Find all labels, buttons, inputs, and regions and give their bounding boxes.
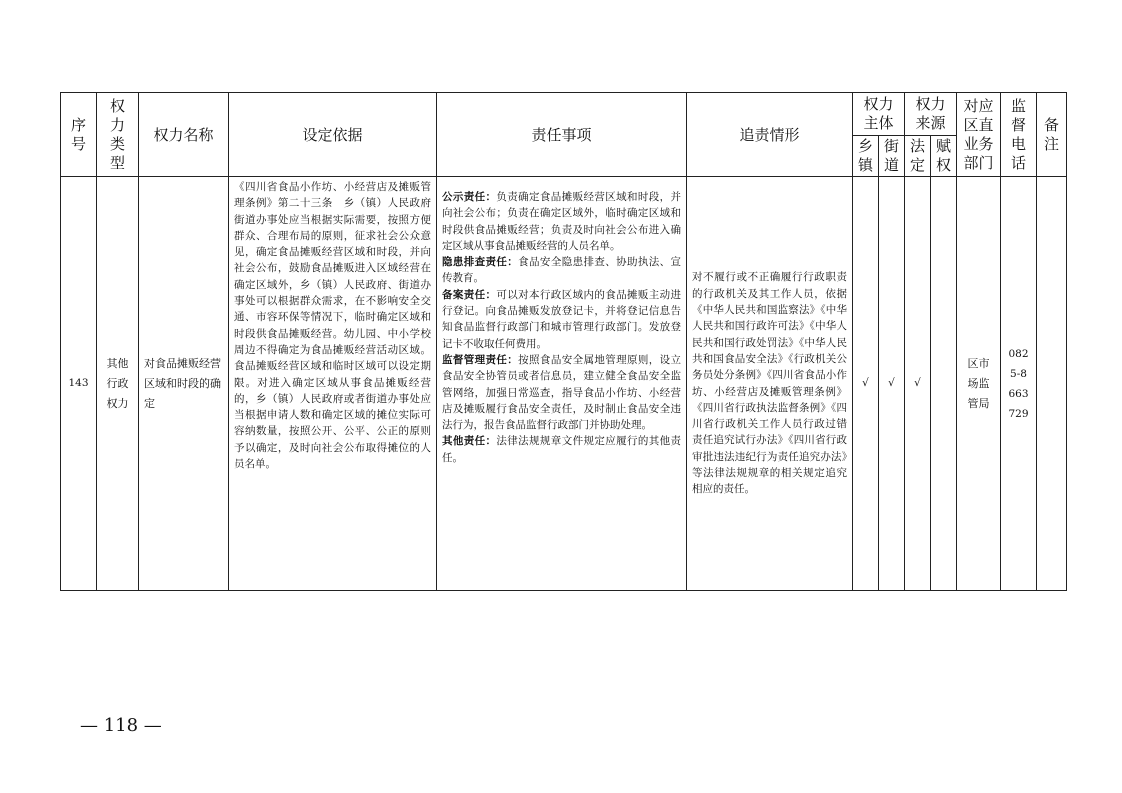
header-name: 权力名称 (139, 93, 229, 177)
header-source: 权力来源 (905, 93, 957, 136)
resp-other: 其他责任：法律法规规章文件规定应履行的其他责任。 (442, 435, 682, 464)
header-dept: 对应区直业务部门 (957, 93, 1001, 177)
cell-street-check: √ (879, 177, 905, 591)
resp-filing: 备案责任：可以对本行政区域内的食品摊贩主动进行登记。向食品摊贩发放登记卡，并将登记信息告知食品监督行政部门和城市管理行政部门。发放登记卡不收取任何费用。 (442, 288, 682, 350)
cell-town-check: √ (853, 177, 879, 591)
page-number: — 118 — (80, 715, 162, 736)
cell-type: 其他行政权力 (97, 177, 139, 591)
resp-hazard: 隐患排查责任：食品安全隐患排查、协助执法、宣传教育。 (442, 256, 682, 285)
cell-legal-check: √ (905, 177, 931, 591)
resp-publicity: 公示责任：负责确定食品摊贩经营区域和时段，并向社会公布；负责在确定区域外，临时确定区域和时段供食品摊贩经营；负责及时向社会公布进入确定区域从事食品摊贩经营的人员名单。 (442, 191, 682, 252)
cell-name: 对食品摊贩经营区域和时段的确定 (139, 177, 229, 591)
resp-supervision: 监督管理责任：按照食品安全属地管理原则，设立食品安全协管员或者信息员，建立健全食品安全监管网络，加强日常巡查，指导食品小作坊、小经营店及摊贩履行食品安全责任，及时制止食品安全违法行为，报告食品监督行政部门并协助处理。 (442, 353, 682, 432)
cell-basis: 《四川省食品小作坊、小经营店及摊贩管理条例》第二十三条 乡（镇）人民政府街道办事处应当根据实际需要，按照方便群众、合理布局的原则，征求社会公众意见，确定食品摊贩经营区域和时段，并向社会公布，鼓励食品摊贩进入区域经营在确定区域外，乡（镇）人民政府、街道办事处可以根据群众需求，在不影响安全交通、市容环保等情况下，临时确定区域和时段供食品摊贩经营。幼儿园、中小学校周边不得确定为食品摊贩经营活动区域。食品摊贩经营区域和临时区域可以设定期限。对进入确定区域从事食品摊贩经营的，乡（镇）人民政府或者街道办事处应当根据申请人数和确定区域的摊位实际可容纳数量，按照公开、公平、公正的原则予以确定，及时向社会公布取得摊位的人员名单。 (229, 177, 437, 591)
power-list-table (60, 92, 1067, 591)
header-note: 备注 (1037, 93, 1067, 177)
header-source-granted: 赋权 (931, 136, 957, 177)
table-row (61, 177, 1067, 591)
cell-accountability: 对不履行或不正确履行行政职责的行政机关及其工作人员，依据《中华人民共和国监察法》《中华人民共和国行政许可法》《中华人民共和国行政处罚法》《中华人民共和国食品安全法》《行政机关公务员处分条例》《四川省食品小作坊、小经营店及摊贩管理条例》《四川省行政执法监督条例》《四川省行政机关工作人员行政过错责任追究试行办法》《四川省行政审批违法违纪行为责任追究办法》等法律法规规章的相关规定追究相应的责任。 (687, 177, 853, 591)
cell-granted-check (931, 177, 957, 591)
cell-responsibility (437, 177, 687, 591)
header-phone: 监督电话 (1001, 93, 1037, 177)
cell-phone: 082 5-8 663 729 (1001, 177, 1037, 591)
header-subject-street: 街道 (879, 136, 905, 177)
cell-note (1037, 177, 1067, 591)
header-accountability: 追责情形 (687, 93, 853, 177)
header-subject-town: 乡镇 (853, 136, 879, 177)
header-responsibility: 责任事项 (437, 93, 687, 177)
header-seq: 序号 (61, 93, 97, 177)
cell-dept: 区市场监管局 (957, 177, 1001, 591)
header-source-legal: 法定 (905, 136, 931, 177)
cell-seq: 143 (61, 177, 97, 591)
header-basis: 设定依据 (229, 93, 437, 177)
header-type: 权力类型 (97, 93, 139, 177)
header-subject: 权力主体 (853, 93, 905, 136)
